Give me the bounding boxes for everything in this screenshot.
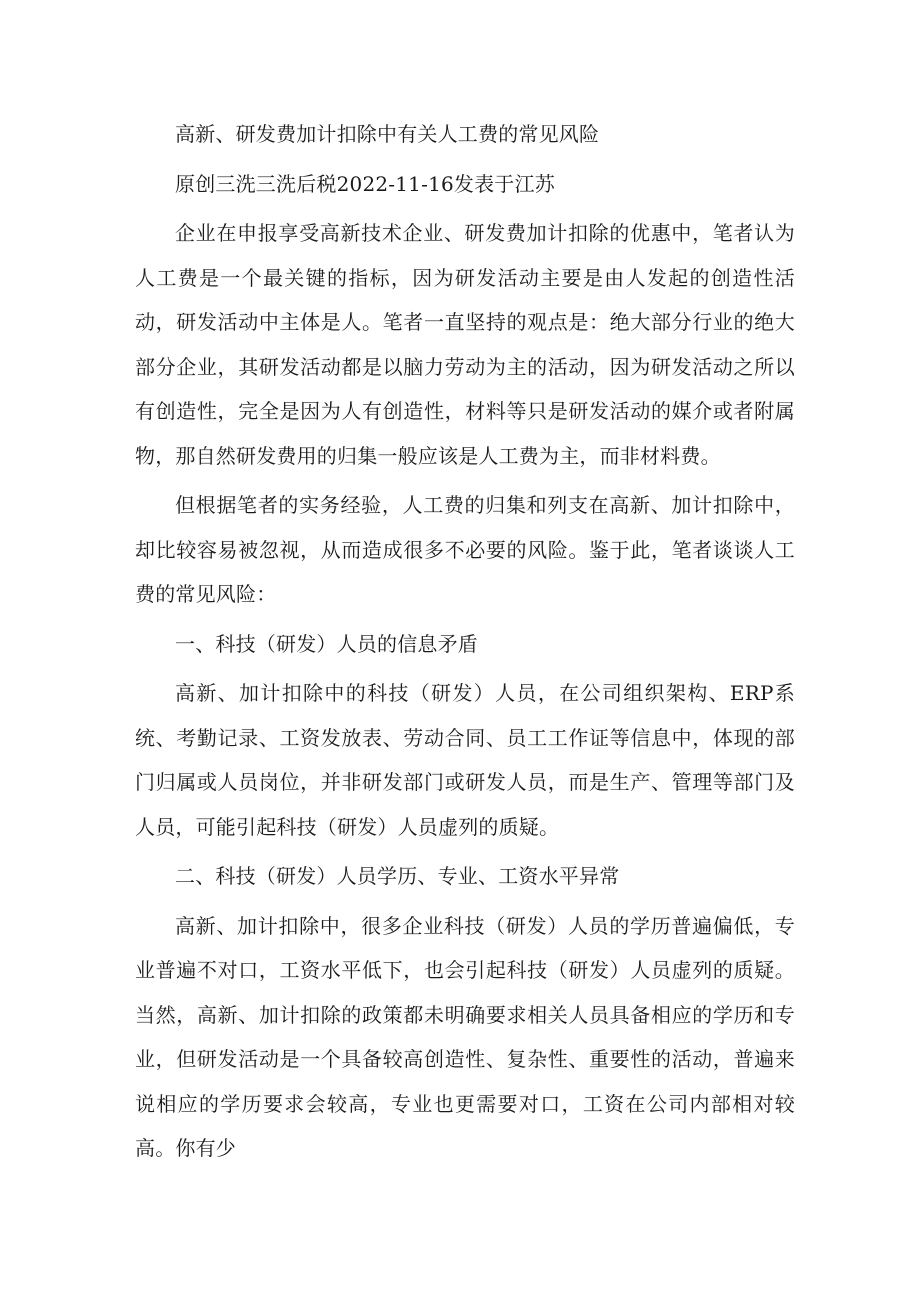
paragraph-risk-intro: 但根据笔者的实务经验，人工费的归集和列支在高新、加计扣除中，却比较容易被忽视，从而造成很多不必要的风险。鉴于此，笔者谈谈人工费的常见风险： (135, 493, 795, 606)
section-heading-2: 二、科技（研发）人员学历、专业、工资水平异常 (175, 864, 620, 888)
paragraph-section-2: 高新、加计扣除中，很多企业科技（研发）人员的学历普遍偏低，专业普遍不对口，工资水平低下，也会引起科技（研发）人员虚列的质疑。当然，高新、加计扣除的政策都未明确要求相关人员具备相应的学历和专业，但研发活动是一个具备较高创造性、复杂性、重要性的活动，普遍来说相应的学历要求会较高，专业也更需要对口，工资在公司内部相对较高。你有少 (135, 913, 795, 1160)
section-heading-1: 一、科技（研发）人员的信息矛盾 (175, 631, 478, 656)
paragraph-intro: 企业在申报享受高新技术企业、研发费加计扣除的优惠中，笔者认为人工费是一个最关键的指标，因为研发活动主要是由人发起的创造性活动，研发活动中主体是人。笔者一直坚持的观点是：绝大部分行业的绝大部分企业，其研发活动都是以脑力劳动为主的活动，因为研发活动之所以有创造性，完全是因为人有创造性，材料等只是研发活动的媒介或者附属物，那自然研发费用的归集一般应该是人工费为主，而非材料费。 (135, 221, 795, 468)
document-title: 高新、研发费加计扣除中有关人工费的常见风险 (175, 122, 600, 146)
document-body (135, 112, 795, 1171)
paragraph-section-1: 高新、加计扣除中的科技（研发）人员，在公司组织架构、ERP系统、考勤记录、工资发放表、劳动合同、员工工作证等信息中，体现的部门归属或人员岗位，并非研发部门或研发人员，而是生产、管理等部门及人员，可能引起科技（研发）人员虚列的质疑。 (135, 681, 795, 839)
document-byline: 原创三洗三洗后税2022-11-16发表于江苏 (175, 171, 555, 196)
